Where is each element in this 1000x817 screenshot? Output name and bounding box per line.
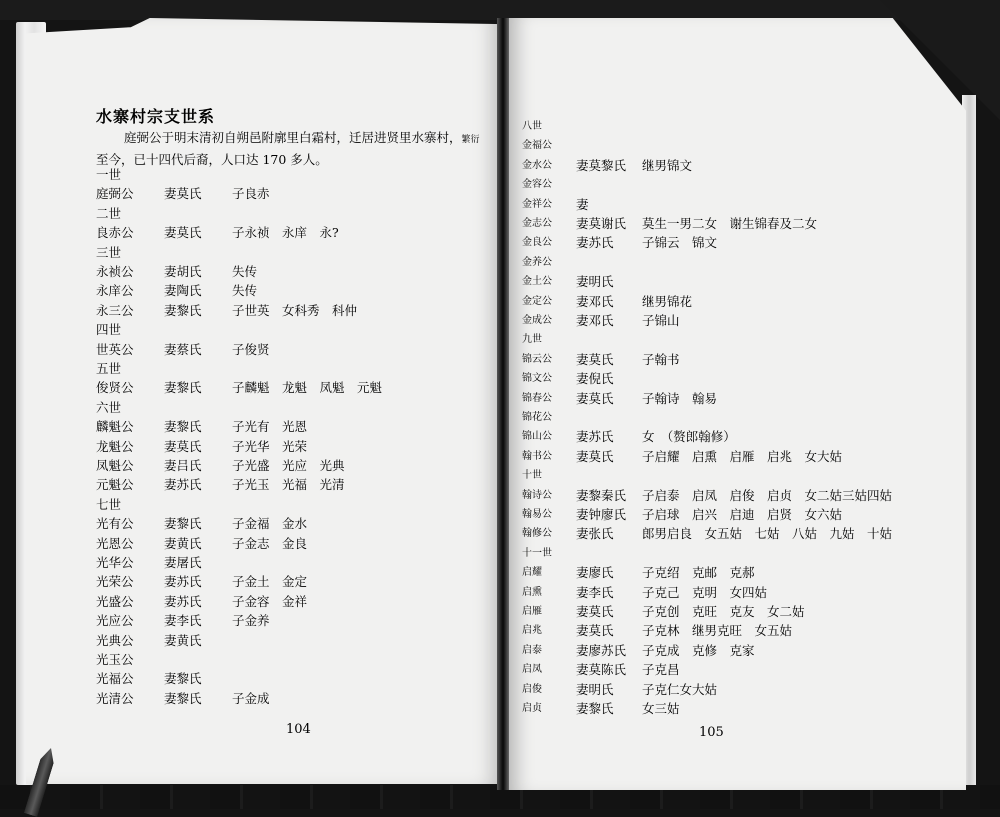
descendants: 子启球 启兴 启迪 启贤 女六姑 <box>642 507 843 522</box>
ancestor-name: 永庠公 <box>96 283 134 299</box>
descendants: 子翰诗 翰易 <box>642 390 718 406</box>
ancestor-name: 光荣公 <box>96 574 134 590</box>
wife-name: 妻莫谢氏 <box>576 216 627 231</box>
generation-label: 十世 <box>522 470 542 482</box>
descendants: 子锦云 锦文 <box>642 235 718 251</box>
generation-label: 八世 <box>522 121 542 132</box>
descendants: 子金养 <box>232 613 270 629</box>
descendants: 子锦山 <box>642 313 680 328</box>
generation-label: 一世 <box>96 167 122 182</box>
wife-name: 妻廖氏 <box>576 565 614 581</box>
ancestor-name: 启贞 <box>522 703 542 714</box>
ancestor-name: 启雁 <box>522 606 542 617</box>
descendants: 莫生一男二女 谢生锦春及二女 <box>642 216 818 231</box>
ancestor-name: 翰修公 <box>522 528 552 540</box>
generation-label: 七世 <box>96 496 122 512</box>
descendants: 子金福 金水 <box>232 516 308 532</box>
ancestor-name: 金容公 <box>522 179 552 191</box>
ancestor-name: 启兆 <box>522 625 542 637</box>
ancestor-name: 金福公 <box>522 140 552 152</box>
wife-name: 妻 <box>576 196 589 212</box>
descendants: 子克己 克明 女四姑 <box>642 584 768 600</box>
ancestor-name: 翰诗公 <box>522 489 552 501</box>
wife-name: 妻明氏 <box>576 274 614 290</box>
ancestor-name: 翰易公 <box>522 509 552 520</box>
ancestor-name: 光恩公 <box>96 535 134 551</box>
ancestor-name: 光清公 <box>96 690 134 706</box>
wife-name: 妻钟廖氏 <box>576 507 627 522</box>
page-number-left: 104 <box>286 722 311 737</box>
descendants: 女三姑 <box>642 701 680 716</box>
generation-label: 三世 <box>96 244 122 260</box>
wife-name: 妻黎氏 <box>164 419 202 435</box>
descendants: 子麟魁 龙魁 凤魁 元魁 <box>232 380 383 396</box>
descendants: 子金土 金定 <box>232 574 308 590</box>
descendants: 子光盛 光应 光典 <box>232 458 345 473</box>
wife-name: 妻黎秦氏 <box>576 487 627 503</box>
descendants: 子启泰 启凤 启俊 启贞 女二姑三姑四姑 <box>642 487 893 503</box>
ancestor-name: 俊贤公 <box>96 380 134 396</box>
wife-name: 妻莫陈氏 <box>576 662 627 678</box>
descendants: 子克昌 <box>642 662 680 678</box>
wife-name: 妻黎氏 <box>576 701 614 716</box>
descendants: 郎男启良 女五姑 七姑 八姑 九姑 十姑 <box>642 526 893 542</box>
wife-name: 妻胡氏 <box>164 264 202 279</box>
ancestor-name: 光华公 <box>96 555 134 570</box>
wife-name: 妻莫氏 <box>576 448 614 464</box>
ancestor-name: 锦文公 <box>522 373 552 385</box>
page-number-right: 105 <box>699 725 724 740</box>
wife-name: 妻黎氏 <box>164 690 202 706</box>
ancestor-name: 光有公 <box>96 516 134 532</box>
ancestor-name: 庭弼公 <box>96 186 134 202</box>
wife-name: 妻李氏 <box>164 613 202 629</box>
wife-name: 妻莫氏 <box>164 186 202 202</box>
ancestor-name: 金养公 <box>522 256 552 268</box>
wife-name: 妻黄氏 <box>164 535 202 551</box>
wife-name: 妻苏氏 <box>576 429 614 445</box>
descendants: 子克绍 克邮 克郝 <box>642 565 755 581</box>
wife-name: 妻莫氏 <box>576 604 614 619</box>
wife-name: 妻陶氏 <box>164 283 202 299</box>
descendants: 子翰书 <box>642 351 680 367</box>
ancestor-name: 世英公 <box>96 341 134 357</box>
ancestor-name: 锦花公 <box>522 412 552 423</box>
wife-name: 妻苏氏 <box>164 477 202 493</box>
ancestor-name: 光应公 <box>96 613 134 629</box>
wife-name: 妻莫氏 <box>164 225 202 241</box>
wife-name: 妻黎氏 <box>164 516 202 532</box>
ancestor-name: 启俊 <box>522 683 542 695</box>
ancestor-name: 光盛公 <box>96 593 134 609</box>
ancestor-name: 翰书公 <box>522 450 552 462</box>
descendants: 失传 <box>232 264 258 279</box>
generation-label: 二世 <box>96 205 122 221</box>
wife-name: 妻黎氏 <box>164 380 202 396</box>
book-gutter <box>497 18 509 790</box>
intro-paragraph <box>96 128 488 170</box>
wife-name: 妻倪氏 <box>576 371 614 387</box>
ancestor-name: 光福公 <box>96 671 134 687</box>
wife-name: 妻邓氏 <box>576 293 614 309</box>
intro-line-1-small: 繁衍 <box>461 135 480 145</box>
ancestor-name: 金土公 <box>522 276 552 288</box>
wife-name: 妻苏氏 <box>576 235 614 251</box>
ancestor-name: 光玉公 <box>96 652 134 667</box>
ancestor-name: 启耀 <box>522 567 542 579</box>
ancestor-name: 金良公 <box>522 237 552 249</box>
background-top <box>0 0 1000 20</box>
ancestor-name: 龙魁公 <box>96 438 134 454</box>
generation-label: 六世 <box>96 399 122 415</box>
descendants: 子良赤 <box>232 186 270 202</box>
descendants: 女 （赘郎翰修） <box>642 429 736 445</box>
wife-name: 妻莫氏 <box>164 438 202 454</box>
section-title: 水寨村宗支世系 <box>96 107 216 126</box>
descendants: 子克成 克修 克家 <box>642 642 755 658</box>
descendants: 子克林 继男克旺 女五姑 <box>642 623 793 639</box>
wife-name: 妻黎氏 <box>164 671 202 687</box>
ancestor-name: 启熏 <box>522 586 542 598</box>
descendants: 子金志 金良 <box>232 535 308 551</box>
wife-name: 妻苏氏 <box>164 593 202 609</box>
descendants: 子克仁女大姑 <box>642 681 718 697</box>
descendants: 继男锦文 <box>642 157 693 173</box>
wife-name: 妻屠氏 <box>164 555 202 570</box>
ancestor-name: 光典公 <box>96 632 134 648</box>
descendants: 子世英 女科秀 科仲 <box>232 302 358 318</box>
wife-name: 妻莫氏 <box>576 623 614 639</box>
ancestor-name: 锦春公 <box>522 392 552 404</box>
descendants: 子光有 光恩 <box>232 419 308 435</box>
intro-line-2: 至今，已十四代后裔，人口达 170 多人。 <box>96 152 328 167</box>
descendants: 子启耀 启熏 启雁 启兆 女大姑 <box>642 448 843 464</box>
wife-name: 妻李氏 <box>576 584 614 600</box>
ancestor-name: 锦云公 <box>522 353 552 365</box>
wife-name: 妻蔡氏 <box>164 341 202 357</box>
generation-label: 十一世 <box>522 547 552 559</box>
descendants: 子光华 光荣 <box>232 438 308 454</box>
descendants: 失传 <box>232 283 258 299</box>
intro-line-1: 庭弼公于明末清初自朔邑附廓里白霜村，迁居进贤里水寨村， <box>124 130 462 145</box>
descendants: 子金成 <box>232 690 270 706</box>
wife-name: 妻黎氏 <box>164 302 202 318</box>
descendants: 子金容 金祥 <box>232 593 308 609</box>
wife-name: 妻邓氏 <box>576 313 614 328</box>
wife-name: 妻明氏 <box>576 681 614 697</box>
wife-name: 妻黄氏 <box>164 632 202 648</box>
descendants: 子俊贤 <box>232 341 270 357</box>
ancestor-name: 金志公 <box>522 218 552 229</box>
descendants: 子克创 克旺 克友 女二姑 <box>642 604 805 619</box>
ancestor-name: 金水公 <box>522 159 552 171</box>
ancestor-name: 锦山公 <box>522 431 552 443</box>
ancestor-name: 金祥公 <box>522 198 552 210</box>
descendants: 子光玉 光福 光清 <box>232 477 345 493</box>
descendants: 子永祯 永庠 永? <box>232 225 339 241</box>
ancestor-name: 金成公 <box>522 315 552 326</box>
wife-name: 妻廖苏氏 <box>576 642 627 658</box>
ancestor-name: 启泰 <box>522 644 542 656</box>
wife-name: 妻苏氏 <box>164 574 202 590</box>
descendants: 继男锦花 <box>642 293 693 309</box>
wife-name: 妻张氏 <box>576 526 614 542</box>
ancestor-name: 金定公 <box>522 295 552 307</box>
ancestor-name: 麟魁公 <box>96 419 134 435</box>
ancestor-name: 永三公 <box>96 302 134 318</box>
ancestor-name: 良赤公 <box>96 225 134 241</box>
wife-name: 妻莫氏 <box>576 390 614 406</box>
wife-name: 妻莫黎氏 <box>576 157 627 173</box>
wife-name: 妻莫氏 <box>576 351 614 367</box>
generation-label: 四世 <box>96 322 122 338</box>
ancestor-name: 元魁公 <box>96 477 134 493</box>
generation-label: 五世 <box>96 361 122 376</box>
wife-name: 妻吕氏 <box>164 458 202 473</box>
ancestor-name: 启凤 <box>522 664 542 676</box>
ancestor-name: 永祯公 <box>96 264 134 279</box>
generation-label: 九世 <box>522 334 542 346</box>
ancestor-name: 凤魁公 <box>96 458 134 473</box>
